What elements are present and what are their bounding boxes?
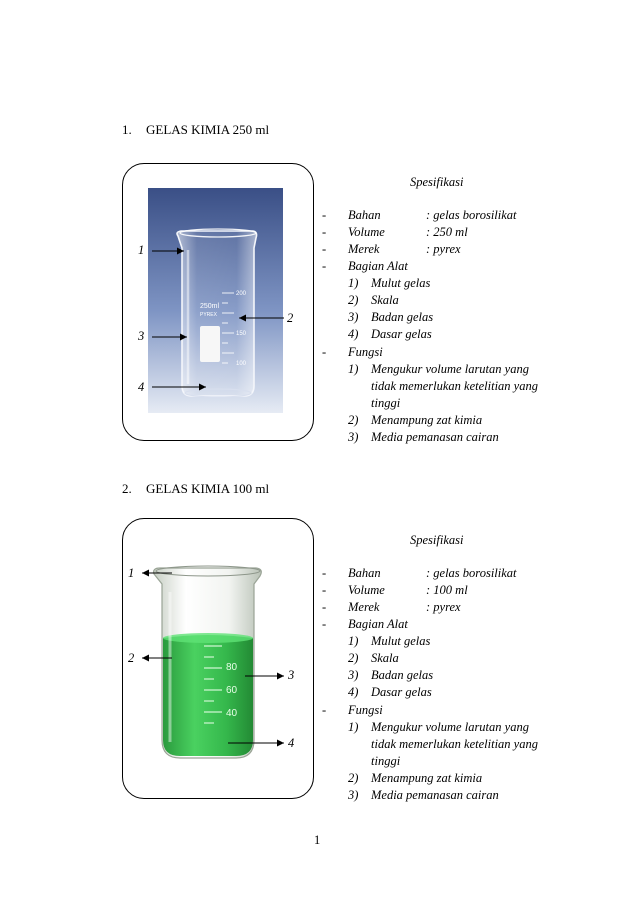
beaker-100-tick-40: 40	[226, 708, 238, 719]
section-2-title: GELAS KIMIA 100 ml	[146, 481, 270, 496]
beaker-250-tick-100: 100	[236, 361, 247, 367]
section-1-spec-volume: - Volume : 250 ml	[322, 225, 468, 239]
section-2-fungsi-item-cont: tinggi	[371, 754, 401, 768]
section-2-spec-merek: - Merek : pyrex	[322, 600, 461, 614]
section-2-spec-fungsi: - Fungsi	[322, 703, 383, 717]
section-2-number: 2.	[122, 481, 132, 496]
beaker-100-tick-80: 80	[226, 662, 238, 673]
section-2-spec	[322, 532, 612, 812]
section-1-bagian-item: 3) Badan gelas	[348, 310, 434, 324]
section-2-bagian-item: 4) Dasar gelas	[348, 685, 432, 699]
beaker-250-tick-150: 150	[236, 331, 247, 337]
section-2-spec-bagian: - Bagian Alat	[322, 617, 408, 631]
section-2-fungsi-item: 1) Mengukur volume larutan yang	[348, 720, 529, 734]
section-1-bagian-item: 1) Mulut gelas	[348, 276, 431, 290]
section-1-fungsi-item-cont: tidak memerlukan ketelitian yang	[371, 379, 538, 393]
beaker-250-tick-200: 200	[236, 291, 247, 297]
section-1-spec-bahan: - Bahan : gelas borosilikat	[322, 208, 517, 222]
section-2-fungsi-item: 2) Menampung zat kimia	[348, 771, 483, 785]
section-1-bagian-item: 4) Dasar gelas	[348, 327, 432, 341]
section-1-number: 1.	[122, 122, 132, 137]
section-2-bagian-item: 1) Mulut gelas	[348, 634, 431, 648]
section-1-fungsi-item: 3) Media pemanasan cairan	[348, 430, 499, 444]
section-1-title: GELAS KIMIA 250 ml	[146, 122, 270, 137]
section-2-fungsi-item: 3) Media pemanasan cairan	[348, 788, 499, 802]
beaker-100-tick-60: 60	[226, 685, 238, 696]
beaker-250-marking-volume: 250ml	[200, 303, 220, 310]
section-2-bagian-item: 3) Badan gelas	[348, 668, 434, 682]
beaker-250-marking-brand: PYREX	[200, 312, 217, 318]
section-1-fungsi-item-cont: tinggi	[371, 396, 401, 410]
section-1-label-3: 3	[138, 329, 145, 343]
section-2-bagian-item: 2) Skala	[348, 651, 399, 665]
section-2-label-2: 2	[128, 651, 135, 665]
section-1-label-4: 4	[138, 380, 145, 394]
section-1-label-2: 2	[287, 311, 294, 325]
section-1-fungsi-item: 2) Menampung zat kimia	[348, 413, 483, 427]
page-number: 1	[314, 833, 321, 847]
section-2-spec-volume: - Volume : 100 ml	[322, 583, 468, 597]
section-2-label-1: 1	[128, 566, 135, 580]
section-1-label-1: 1	[138, 243, 145, 257]
section-1-spec-title: Spesifikasi	[410, 175, 464, 189]
section-1-fungsi-item: 1) Mengukur volume larutan yang	[348, 362, 529, 376]
section-1-spec-fungsi: - Fungsi	[322, 345, 383, 359]
section-2-label-4: 4	[288, 736, 295, 750]
section-1-spec-merek: - Merek : pyrex	[322, 242, 461, 256]
section-1-spec-bagian: - Bagian Alat	[322, 259, 408, 273]
section-2-fungsi-item-cont: tidak memerlukan ketelitian yang	[371, 737, 538, 751]
section-2-spec-bahan: - Bahan : gelas borosilikat	[322, 566, 517, 580]
section-2-label-3: 3	[288, 668, 295, 682]
section-1-bagian-item: 2) Skala	[348, 293, 399, 307]
section-2-spec-title: Spesifikasi	[410, 533, 464, 547]
